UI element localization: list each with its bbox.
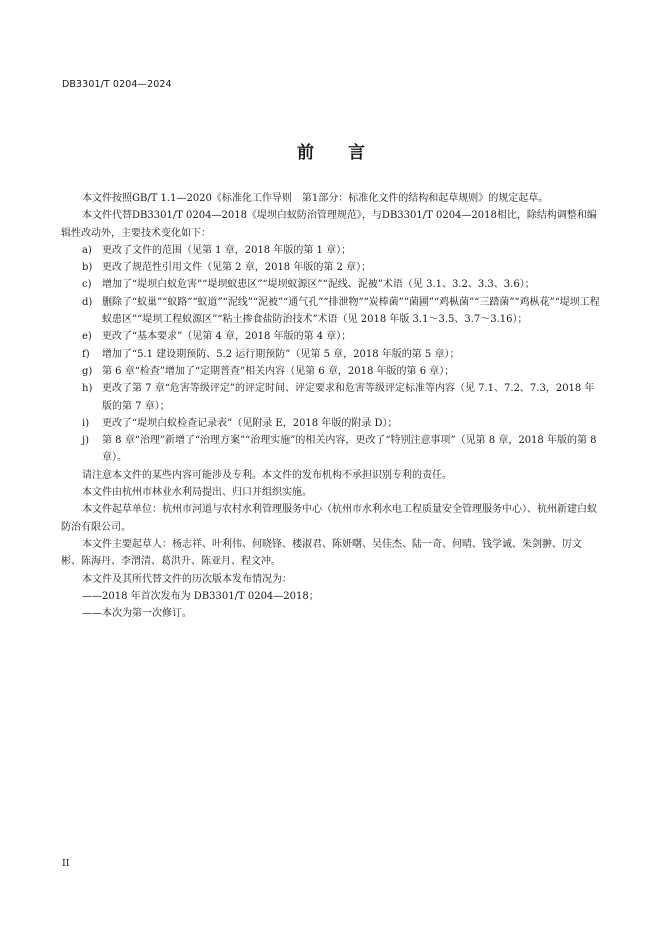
list-item-label: g) — [82, 365, 93, 377]
patent-notice: 请注意本文件的某些内容可能涉及专利。本文件的发布机构不承担识别专利的责任。 — [82, 469, 452, 481]
drafting-units: 本文件起草单位：杭州市河道与农村水利管理服务中心（杭州市水利水电工程质量安全管理服务中心）、杭州新建白蚁防治有限公司。 — [61, 504, 597, 533]
list-item — [61, 294, 601, 329]
list-item-text: 增加了“5.1 建设期预防、5.2 运行期预防”（见第 5 章，2018 年版的第 5 章）； — [102, 348, 460, 360]
list-item-text: 更改了“基本要求”（见第 4 章，2018 年版的第 4 章）； — [102, 331, 352, 343]
list-item-label: i) — [82, 417, 90, 429]
page-title — [0, 138, 662, 163]
history-entry: ——2018 年首次发布为 DB3301/T 0204—2018； — [82, 590, 319, 602]
list-item-label: c) — [82, 279, 92, 291]
proposer-statement: 本文件由杭州市林业水利局提出、归口并组织实施。 — [82, 487, 312, 499]
title-char-1: 前 — [297, 143, 314, 163]
list-item-text: 第 6 章“检查”增加了“定期普查”相关内容（见第 6 章，2018 年版的第 6 章）； — [102, 365, 455, 377]
list-item-label: h) — [82, 383, 93, 395]
history-heading: 本文件及其所代替文件的历次版本发布情况为： — [82, 573, 292, 585]
document-code: DB3301/T 0204—2024 — [62, 79, 172, 90]
list-item — [61, 363, 601, 380]
list-item-text: 增加了“堤坝白蚁危害”“堤坝蚁患区”“堤坝蚁源区”“泥线、泥被”术语（见 3.1、3.2、3.3、3.6）； — [102, 279, 535, 291]
list-item-text: 第 8 章“治理”新增了“治理方案”“治理实施”的相关内容，更改了“特别注意事项”（见第 8 章，2018 年版的第 8 章）。 — [102, 435, 597, 464]
title-char-2: 言 — [348, 143, 365, 163]
list-item — [61, 380, 601, 415]
list-item — [61, 276, 601, 293]
list-item — [61, 346, 601, 363]
list-item-label: j) — [82, 435, 90, 447]
list-item — [61, 328, 601, 345]
document-body — [61, 190, 601, 622]
list-item-label: f) — [82, 348, 90, 360]
intro-paragraph: 本文件代替DB3301/T 0204—2018《堤坝白蚁防治管理规范》，与DB3301/T 0204—2018相比，除结构调整和编辑性改动外，主要技术变化如下： — [61, 210, 597, 239]
list-item-text: 更改了“堤坝白蚁检查记录表”（见附录 E，2018 年版的附录 D）； — [102, 417, 398, 429]
intro-paragraph: 本文件按照GB/T 1.1—2020《标准化工作导则 第1部分：标准化文件的结构和起草规则》的规定起草。 — [82, 193, 549, 204]
list-item — [61, 242, 601, 259]
list-item — [61, 432, 601, 467]
list-item-label: a) — [82, 244, 92, 256]
list-item-text: 更改了文件的范围（见第 1 章，2018 年版的第 1 章）； — [102, 244, 352, 256]
list-item-text: 更改了第 7 章“危害等级评定”的评定时间、评定要求和危害等级评定标准等内容（见 7.1、7.2、7.3，2018 年版的第 7 章）； — [102, 383, 595, 412]
list-item-text: 删除了“蚁巢”“蚁路”“蚁道”“泥线”“泥被”“通气孔”“排泄物”“炭棒菌”“菌圃”“鸡枞菌”“三踏菌”“鸡枞花”“堤坝工程蚁患区”“堤坝工程蚁源区”“粘土掺食盐防治技术”术语（见 2018 年版 3.1～3.5、3.7～3.16）； — [102, 296, 600, 326]
history-entry: ——本次为第一次修订。 — [82, 608, 192, 620]
page-number: II — [62, 858, 70, 869]
list-item-text: 更改了规范性引用文件（见第 2 章，2018 年版的第 2 章）； — [102, 262, 372, 274]
list-item-label: e) — [82, 331, 92, 343]
drafters: 本文件主要起草人：杨志祥、叶利伟、何晓锋、楼淑君、陈妍曙、吴佳杰、陆一奇、何晴、钱学诚、朱剑翀、厉文彬、陈海丹、李渭清、葛洪升、陈亚月、程文冲。 — [61, 538, 582, 568]
list-item — [61, 259, 601, 276]
list-item-label: b) — [82, 262, 93, 274]
list-item-label: d) — [82, 296, 93, 308]
list-item — [61, 415, 601, 432]
